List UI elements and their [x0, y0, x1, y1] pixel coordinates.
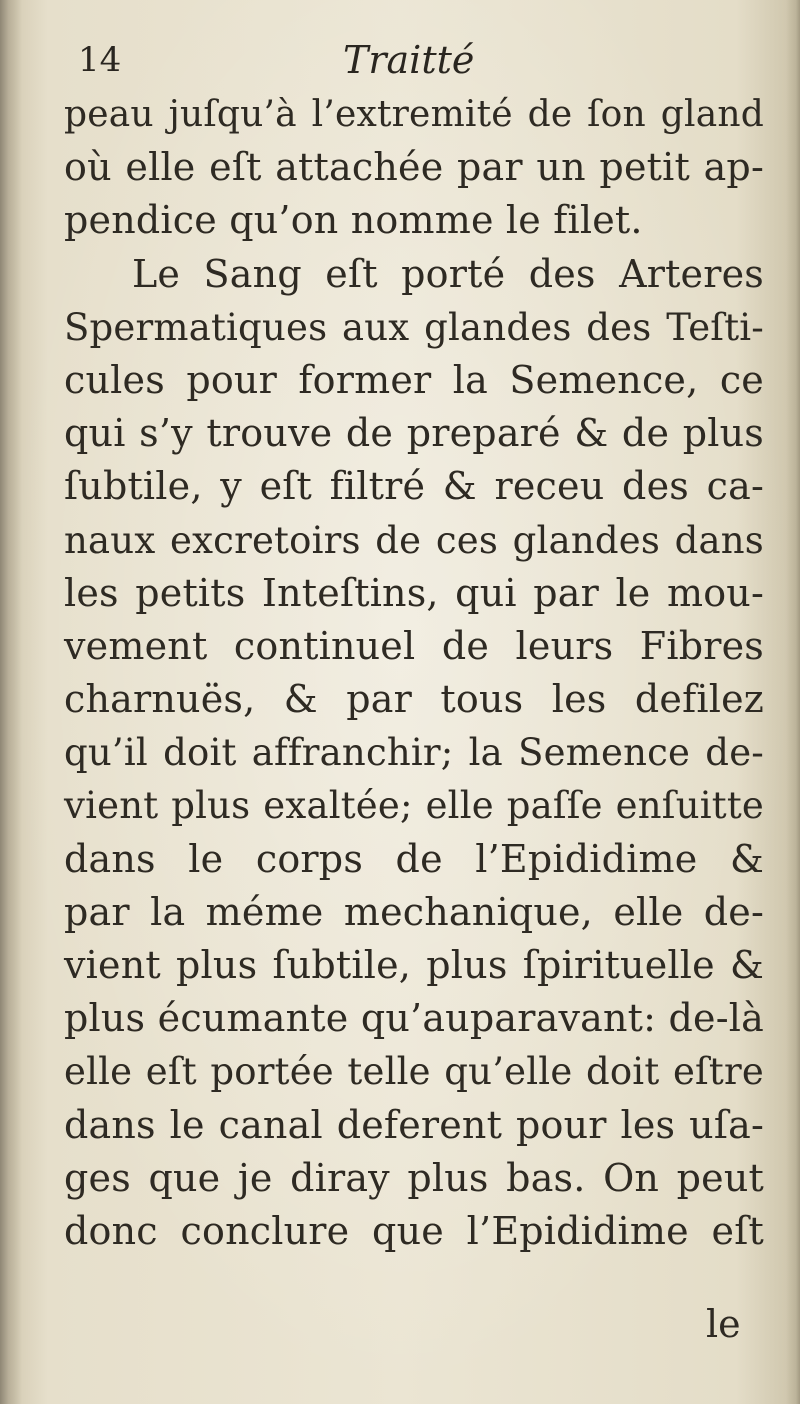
- text-line: vient plus ſubtile, plus ſpirituelle &: [64, 943, 764, 987]
- text-line: donc conclure que l’Epididime eſt: [64, 1208, 764, 1253]
- text-line: les petits Inteſtins, qui par le mou-: [64, 570, 764, 615]
- text-line: qu’il doit affranchir; la Semence de-: [64, 731, 764, 775]
- text-line: ſubtile, y eſt filtré & receu des ca-: [64, 464, 764, 509]
- text-line: charnuës, & par tous les defilez: [64, 677, 764, 722]
- text-line: elle eſt portée telle qu’elle doit eſtre: [64, 1050, 764, 1094]
- text-line: par la méme mechanique, elle de-: [64, 889, 764, 934]
- running-title: Traitté: [343, 38, 475, 82]
- text-line: dans le corps de l’Epididime &: [64, 836, 764, 881]
- text-line: peau juſqu’à l’extremité de ſon gland: [64, 94, 764, 135]
- page-header: [78, 38, 760, 88]
- binding-shadow: [0, 0, 22, 1404]
- page-edge: [786, 0, 800, 1404]
- text-line: plus écumante qu’auparavant: de-là: [64, 996, 764, 1041]
- page-number: 14: [78, 40, 122, 80]
- text-line: vient plus exaltée; elle paſſe enſuitte: [64, 784, 764, 828]
- text-line: qui s’y trouve de preparé & de plus: [64, 411, 764, 456]
- text-line: Le Sang eſt porté des Arteres: [132, 251, 764, 296]
- text-line: pendice qu’on nomme le filet.: [64, 198, 643, 243]
- text-line: cules pour former la Semence, ce: [64, 357, 764, 402]
- text-line: vement continuel de leurs Fibres: [64, 623, 764, 668]
- catchword: le: [706, 1302, 741, 1346]
- text-line: Spermatiques aux glandes des Teſti-: [64, 305, 764, 349]
- text-line: dans le canal deferent pour les uſa-: [64, 1102, 764, 1147]
- body-text: [64, 88, 764, 1258]
- text-line: ges que je diray plus bas. On peut: [64, 1155, 764, 1200]
- text-line: naux excretoirs de ces glandes dans: [64, 518, 764, 562]
- text-line: où elle eſt attachée par un petit ap-: [64, 145, 764, 190]
